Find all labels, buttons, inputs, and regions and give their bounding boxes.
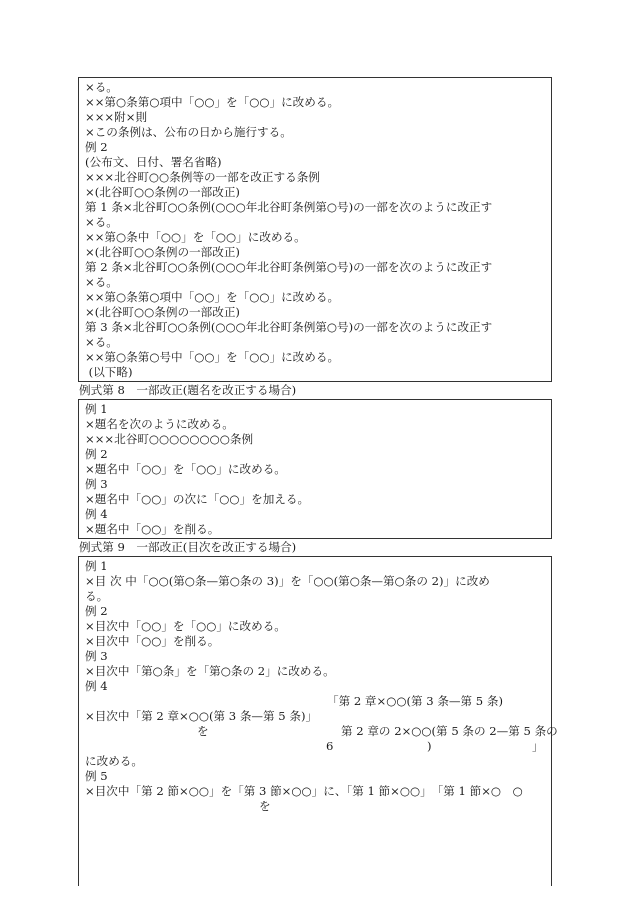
ex4-end: に改める。 [85,754,143,768]
example-box-3 [78,556,558,886]
text-line: ×る。 [85,335,118,349]
text-line: る。 [85,589,109,603]
ex5-label: 例 5 [85,769,108,783]
text-line: ×××附×則 [85,110,148,124]
text-line: ×(北谷町○○条例の一部改正) [85,185,240,199]
ex4-wo: を [197,724,209,738]
text-line: ×題名中「○○」を削る。 [85,522,220,536]
ex5-line: ×目次中「第 2 節×○○」を「第 3 節×○○」に、「第 1 節×○○」 「第 1 節×○ ○ [85,784,523,798]
ex4-paren: ) [427,739,432,753]
text-line: 例 3 [85,477,108,491]
text-line: ×る。 [85,80,118,94]
text-line: ×題名中「○○」の次に「○○」を加える。 [85,492,310,506]
text-line: ××第○条中「○○」を「○○」に改める。 [85,230,306,244]
text-line: ×題名を次のように改める。 [85,417,234,431]
text-line: 例 2 [85,140,108,154]
ex4-right-top: 「第 2 章×○○(第 3 条—第 5 条) [327,694,503,708]
text-line: 例 4 [85,507,108,521]
text-line: 例 3 [85,649,108,663]
text-line: ×目 次 中「○○(第○条—第○条の 3)」を「○○(第○条—第○条の 2)」に改め [85,574,490,588]
text-line: ×る。 [85,275,118,289]
ex4-six: 6 [326,739,334,753]
text-line: 例 1 [85,559,108,573]
ex4-left: ×目次中「第 2 章×○○(第 3 条—第 5 条)」 [85,709,318,723]
text-line: ×××北谷町○○条例等の一部を改正する条例 [85,170,320,184]
text-line: ×目次中「○○」を「○○」に改める。 [85,619,286,633]
ex4-right-mid: 第 2 章の 2×○○(第 5 条の 2—第 5 条の [341,724,558,738]
text-line: ×(北谷町○○条例の一部改正) [85,305,240,319]
section-caption-9: 例式第 9 一部改正(目次を改正する場合) [79,540,297,554]
ex5-wo: を [259,799,271,813]
text-line: 例 4 [85,679,108,693]
text-line: ×る。 [85,215,118,229]
text-line: ×目次中「○○」を削る。 [85,634,220,648]
example-box-2 [78,399,552,539]
text-line: 第 1 条×北谷町○○条例(○○○年北谷町条例第○号)の一部を次のように改正す [85,200,493,214]
text-line: 例 2 [85,447,108,461]
example-box-1 [78,77,552,382]
text-line: ××第○条第○項中「○○」を「○○」に改める。 [85,290,340,304]
text-line: 第 3 条×北谷町○○条例(○○○年北谷町条例第○号)の一部を次のように改正す [85,320,493,334]
text-line: 第 2 条×北谷町○○条例(○○○年北谷町条例第○号)の一部を次のように改正す [85,260,493,274]
text-line: ×目次中「第○条」を「第○条の 2」に改める。 [85,664,335,678]
text-line: 例 1 [85,402,108,416]
text-line: ×この条例は、公布の日から施行する。 [85,125,292,139]
text-line: ××第○条第○号中「○○」を「○○」に改める。 [85,350,340,364]
ex4-bracket: 」 [532,739,544,753]
text-line: (公布文、日付、署名省略) [85,155,222,169]
text-line: 例 2 [85,604,108,618]
text-line: (以下略) [85,365,133,379]
text-line: ×××北谷町○○○○○○○○条例 [85,432,254,446]
section-caption-8: 例式第 8 一部改正(題名を改正する場合) [79,383,297,397]
text-line: ×(北谷町○○条例の一部改正) [85,245,240,259]
text-line: ××第○条第○項中「○○」を「○○」に改める。 [85,95,340,109]
text-line: ×題名中「○○」を「○○」に改める。 [85,462,286,476]
